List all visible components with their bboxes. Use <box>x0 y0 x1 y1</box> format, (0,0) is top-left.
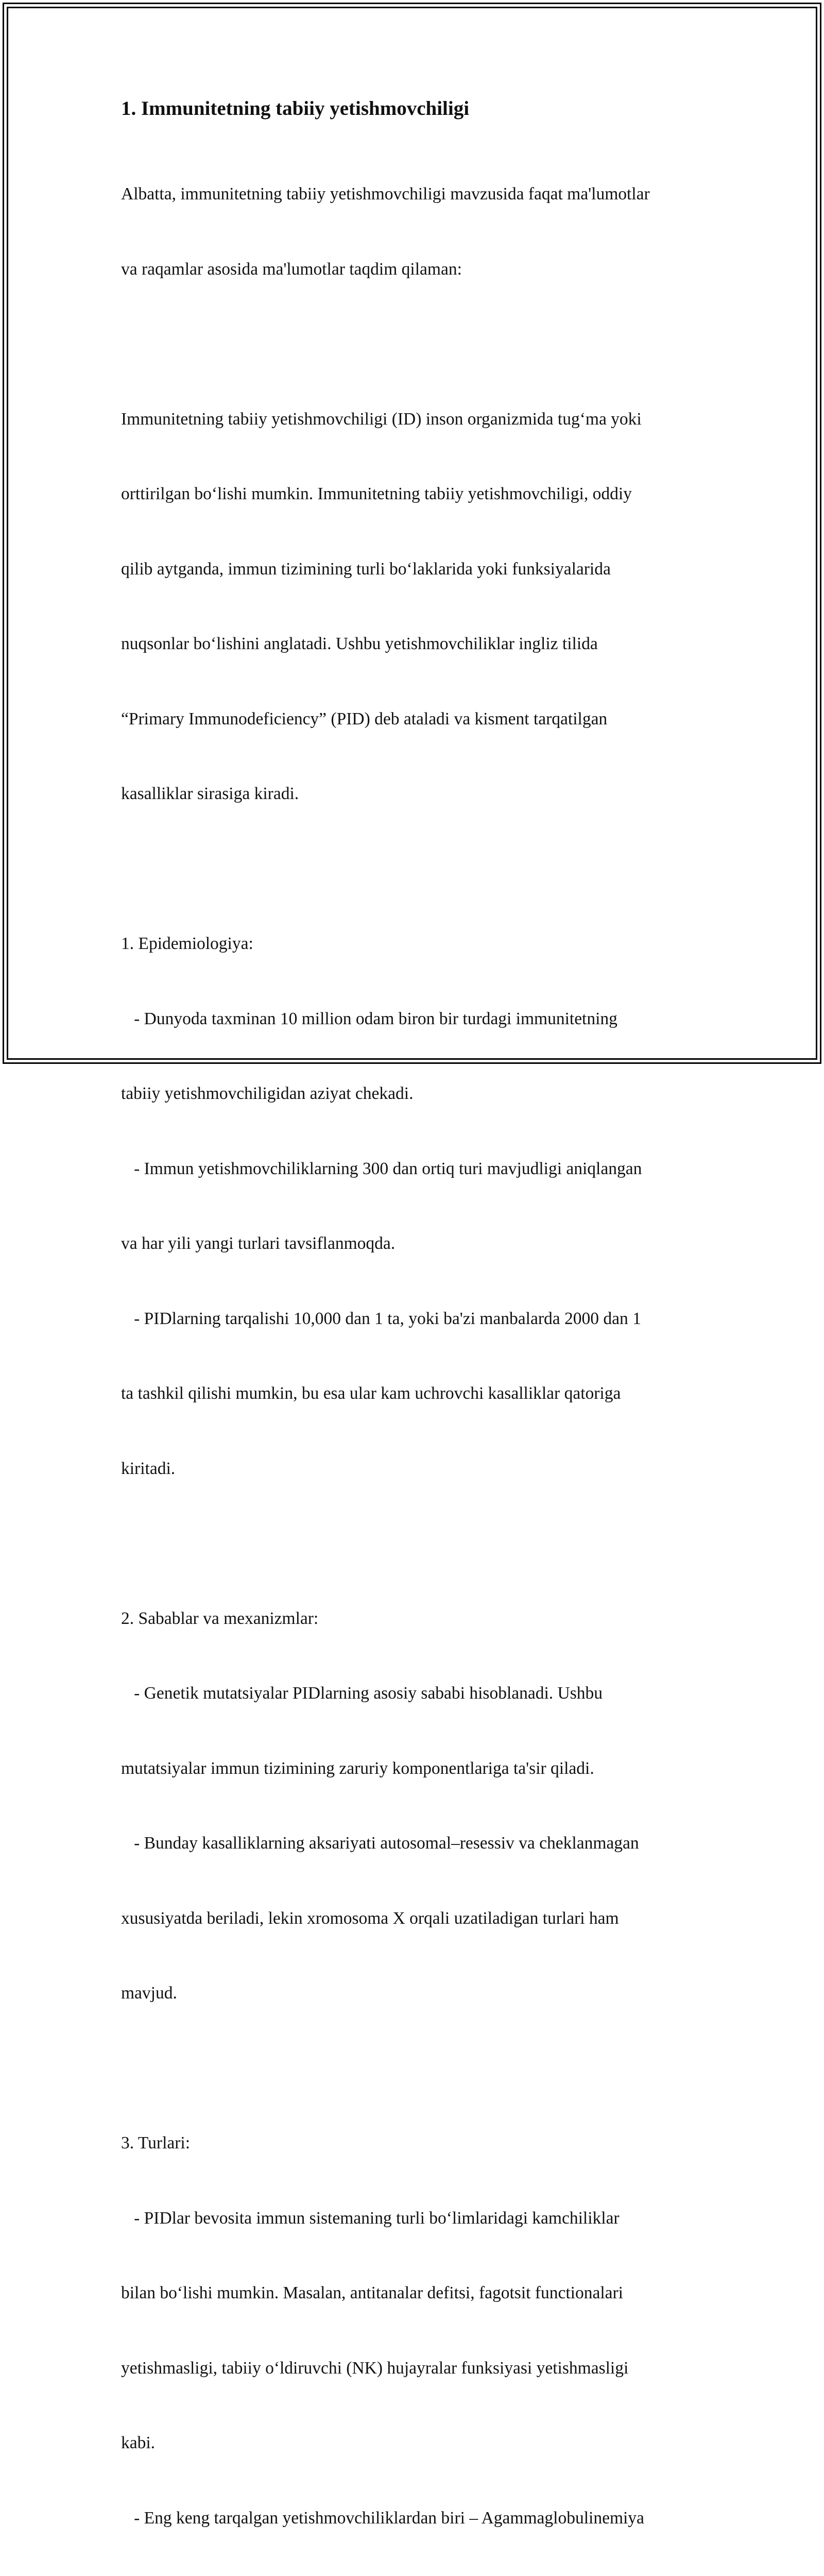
text-line: - PIDlar bevosita immun sistemaning turli bo‘limlaridagi kamchiliklar <box>121 2208 620 2228</box>
text-line: - Immun yetishmovchiliklarning 300 dan ortiq turi mavjudligi aniqlangan <box>121 1159 642 1178</box>
paragraph-gap <box>121 857 713 882</box>
text-line: - Eng keng tarqalgan yetishmovchiliklardan biri – Agammaglobulinemiya <box>121 2508 644 2528</box>
paragraph-gap <box>121 332 713 357</box>
text-line: nuqsonlar bo‘lishini anglatadi. Ushbu yetishmovchiliklar ingliz tilida <box>121 634 598 653</box>
section-epidemiology <box>121 882 713 1531</box>
paragraph-gap <box>121 1531 713 1556</box>
text-line: kiritadi. <box>121 1459 176 1478</box>
text-line: orttirilgan bo‘lishi mumkin. Immunitetning tabiiy yetishmovchiligi, oddiy <box>121 484 632 503</box>
text-line: bilan bo‘lishi mumkin. Masalan, antitanalar defitsi, fagotsit functionalari <box>121 2283 623 2302</box>
text-line: - Genetik mutatsiyalar PIDlarning asosiy sababi hisoblanadi. Ushbu <box>121 1684 603 1703</box>
text-line: mutatsiyalar immun tizimining zaruriy komponentlariga ta'sir qiladi. <box>121 1758 594 1778</box>
section-heading: 2. Sabablar va mexanizmlar: <box>121 1608 319 1628</box>
text-line: “Primary Immunodeficiency” (PID) deb ataladi va kisment tarqatilgan <box>121 709 608 728</box>
section-types <box>121 2081 713 2576</box>
text-line: va har yili yangi turlari tavsiflanmoqda. <box>121 1234 396 1253</box>
text-line: tabiiy yetishmovchiligidan aziyat chekadi. <box>121 1084 414 1103</box>
section-heading: 3. Turlari: <box>121 2133 191 2153</box>
paragraph-gap <box>121 2056 713 2081</box>
text-line: xususiyatda beriladi, lekin xromosoma X orqali uzatiladigan turlari ham <box>121 1908 619 1928</box>
definition-paragraph <box>121 357 713 857</box>
document-body <box>121 95 713 2576</box>
text-line: - Dunyoda taxminan 10 million odam biron bir turdagi immunitetning <box>121 1009 617 1028</box>
text-line: mavjud. <box>121 1984 177 2003</box>
text-line: ta tashkil qilishi mumkin, bu esa ular kam uchrovchi kasalliklar qatoriga <box>121 1384 621 1403</box>
text-line: - Bunday kasalliklarning aksariyati autosomal–resessiv va cheklanmagan <box>121 1834 639 1853</box>
text-line: yetishmasligi, tabiiy o‘ldiruvchi (NK) hujayralar funksiyasi yetishmasligi <box>121 2358 629 2378</box>
intro-paragraph <box>121 132 713 332</box>
text-line: qilib aytganda, immun tizimining turli bo‘laklarida yoki funksiyalarida <box>121 559 611 579</box>
section-causes <box>121 1556 713 2056</box>
text-line: va raqamlar asosida ma'lumotlar taqdim qilaman: <box>121 259 462 279</box>
text-line: kabi. <box>121 2433 156 2452</box>
text-line: Albatta, immunitetning tabiiy yetishmovchiligi mavzusida faqat ma'lumotlar <box>121 184 650 204</box>
document-title: 1. Immunitetning tabiiy yetishmovchiligi <box>121 97 470 120</box>
text-line: - PIDlarning tarqalishi 10,000 dan 1 ta, yoki ba'zi manbalarda 2000 dan 1 <box>121 1309 641 1328</box>
text-line: Immunitetning tabiiy yetishmovchiligi (ID) inson organizmida tug‘ma yoki <box>121 409 642 429</box>
text-line: kasalliklar sirasiga kiradi. <box>121 784 299 803</box>
section-heading: 1. Epidemiologiya: <box>121 934 253 953</box>
